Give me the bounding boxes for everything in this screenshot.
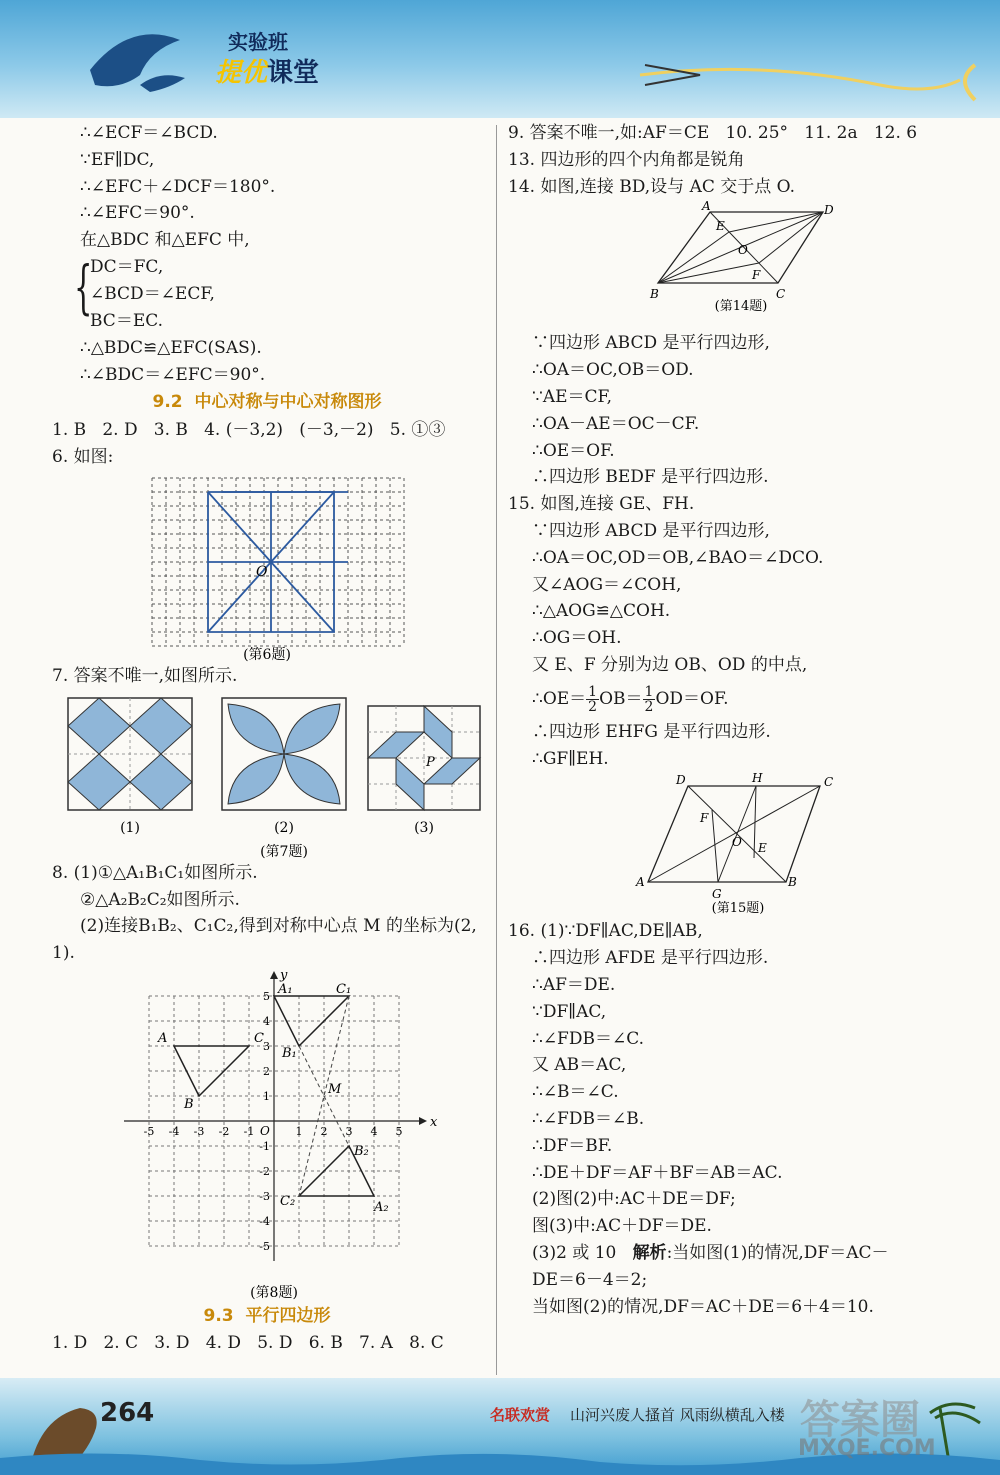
diagonal-ac [648,786,820,882]
y-tick-label: 1 [263,1089,270,1103]
figure-14-caption: (第14题) [714,299,768,315]
answer-line: 9. 答案不唯一,如:AF＝CE 10. 25° 11. 2a 12. 6 [508,123,918,143]
point-a-label: A [702,200,711,214]
section-number: 9.3 [203,1305,234,1326]
header-brand [215,52,319,89]
figure-6-caption: (第6题) [243,646,291,663]
answer-line: ∴GF∥EH. [532,748,609,769]
section-heading-9-2 [52,389,482,416]
answer-line: 6. 如图: [52,447,114,468]
header-brand-small: 实验班 [228,30,288,54]
section-number: 9.2 [152,391,183,412]
answer-line: 16. (1)∵DF∥AC,DE∥AB, [508,921,703,942]
point-d-label: D [676,773,686,788]
section-title: 中心对称与中心对称图形 [194,391,382,412]
y-axis-label: y [280,970,288,983]
segment-ed [729,212,823,232]
answer-line: 又 AB＝AC, [532,1055,627,1076]
figure-8 [52,971,482,1301]
segment-hg [718,786,756,882]
answer-line: 8. (1)①△A₁B₁C₁如图所示. [52,862,258,883]
answer-line: DC＝FC, [90,256,164,277]
brace-symbol: { [74,252,93,321]
answer-line: 又∠AOG＝∠COH, [532,574,682,595]
answer-line: 当如图(2)的情况,DF＝AC＋DE＝6＋4＝10. [532,1296,874,1317]
column-divider [496,125,497,1375]
figure-6-grid [152,478,404,646]
header-banner [0,0,1000,118]
header-decoration [0,0,1000,118]
answer-line: ∵AE＝CF, [532,386,613,407]
x-tick-label: 5 [395,1124,403,1138]
answer-line: 又 E、F 分别为边 OB、OD 的中点, [532,654,808,675]
answer-line: 7. 答案不唯一,如图所示. [52,665,238,686]
answer-text: (3)2 或 10 [532,1242,633,1263]
figure-7-1 [68,698,192,810]
equation-system [52,254,482,335]
header-brand-main: 课堂 [267,58,320,88]
answer-line: 14. 如图,连接 BD,设与 AC 交于点 O. [508,176,796,197]
point-c-label: C [254,1030,264,1046]
answer-line: ∴∠EFC＋∠DCF＝180°. [80,176,276,197]
answer-line: ∴OG＝OH. [532,628,622,649]
point-o-label: O [738,243,748,258]
answer-line: ∵DF∥AC, [532,1001,607,1022]
answer-line: ∴AF＝DE. [532,974,616,995]
fraction-numerator: 1 [644,683,654,700]
answer-line: 图(3)中:AC＋DF＝DE. [532,1216,712,1237]
figure-15 [508,772,978,918]
footer-brand: 名联欢赏 [490,1406,551,1424]
point-e-label: E [716,219,725,234]
point-d-label: D [824,203,834,218]
figure-6-label-o: O [256,563,268,580]
answer-line: (2)图(2)中:AC＋DE＝DF; [532,1189,736,1210]
point-c2-label: C₂ [280,1193,296,1209]
answer-line: ②△A₂B₂C₂如图所示. [80,889,240,910]
answer-text: OD＝OF. [655,688,729,709]
footer-slogan: 山河兴废人搔首 风雨纵横乱入楼 [570,1406,785,1424]
answer-line: ∴∠EFC＝90°. [80,203,195,224]
point-a2-label: A₂ [374,1199,389,1215]
watermark: 答案圈 [800,1397,920,1443]
answer-line: ∴∠FDB＝∠B. [532,1108,645,1129]
figure-7-caption-3: (3) [414,819,434,836]
point-c-label: C [824,775,834,790]
point-a-label: A [158,1030,168,1046]
answer-line: ∴OA＝OC,OD＝OB,∠BAO＝∠DCO. [532,547,824,568]
answer-text: OB＝ [599,688,643,709]
answer-line: ∴∠FDB＝∠C. [532,1028,645,1049]
point-m-label: M [328,1081,342,1097]
analysis-label: 解析 [632,1242,667,1263]
point-b-label: B [788,875,797,890]
answer-line: 1). [52,943,75,964]
x-axis-label: x [430,1114,438,1130]
figure-7-2 [222,698,346,810]
answer-line: ∵四边形 ABCD 是平行四边形, [532,333,770,354]
arrow-icon [645,65,700,85]
answer-line: ∴OA－AE＝OC－CF. [532,413,700,434]
x-tick-labels [144,1125,403,1138]
answer-line: BC＝EC. [90,310,164,331]
figure-7-label-p: P [426,754,435,770]
y-tick-label: -2 [259,1164,270,1178]
answer-text: ∴OE＝ [532,688,587,709]
answer-line: ∴∠B＝∠C. [532,1082,619,1103]
y-tick-label: 5 [263,989,270,1003]
answer-line: ∴四边形 EHFG 是平行四边形. [532,721,771,742]
point-h-label: H [752,772,763,786]
point-o-label: O [732,835,742,850]
answer-line: ∴△AOG≌△COH. [532,601,671,622]
point-b-label: B [650,287,659,302]
point-b-label: B [184,1096,194,1112]
section-heading-9-3 [52,1303,482,1330]
figure-7-3 [368,706,480,810]
segment-fd [759,212,823,263]
fraction-half [643,685,656,714]
dolphin-small-icon [140,75,185,92]
fraction-denominator: 2 [644,698,654,715]
x-tick-label: 2 [320,1124,328,1138]
point-c1-label: C₁ [336,981,352,997]
point-a-label: A [636,875,645,890]
right-column [508,120,978,1320]
header-brand-fancy: 提优 [215,58,268,88]
x-tick-label: -4 [168,1124,180,1138]
answer-line: DE＝6－4＝2; [532,1269,648,1290]
y-tick-label: 3 [263,1039,270,1053]
y-tick-label: -3 [259,1189,270,1203]
answer-line: ∴DF＝BF. [532,1135,613,1156]
point-g-label: G [712,887,722,902]
answer-line: ∴∠ECF＝∠BCD. [80,123,218,143]
figure-15-caption: (第15题) [711,901,765,917]
point-c-label: C [776,287,786,302]
answer-line: (2)连接B₁B₂、C₁C₂,得到对称中心点 M 的坐标为(2, [80,916,477,937]
y-tick-label: -4 [259,1214,270,1228]
figure-7-caption-2: (2) [274,819,294,836]
x-tick-label: -5 [143,1124,155,1138]
watermark-url: MXQE.COM [798,1436,936,1461]
segment-bf [658,263,759,283]
point-b2-label: B₂ [354,1143,369,1159]
answer-line: ∵EF∥DC, [80,149,155,170]
answer-line: ∠BCD＝∠ECF, [90,283,215,304]
figure-7 [52,690,482,860]
fraction-numerator: 1 [588,683,598,700]
figure-7-caption-1: (1) [120,819,140,836]
figure-7-caption: (第7题) [260,843,308,860]
answer-line: ∴DE＋DF＝AF＋BF＝AB＝AC. [532,1162,783,1183]
answer-line: ∴四边形 AFDE 是平行四边形. [532,948,769,969]
x-tick-label: 3 [345,1124,353,1138]
y-tick-label: 2 [263,1064,270,1078]
hook-icon [965,65,975,100]
answer-line: 1. B 2. D 3. B 4. (－3,2) (－3,－2) 5. ①③ [52,420,446,441]
page-number: 264 [100,1398,155,1428]
point-e-label: E [758,841,767,856]
y-tick-label: 4 [263,1014,270,1028]
section-title: 平行四边形 [245,1305,331,1326]
answer-line: ∴OE＝OF. [532,440,615,461]
proof-14 [508,330,978,491]
figure-8-caption: (第8题) [250,1284,298,1301]
point-b1-label: B₁ [282,1045,297,1061]
y-tick-label: -1 [259,1139,270,1153]
fraction-half [586,685,599,714]
answer-line: 在△BDC 和△EFC 中, [80,230,250,251]
point-a1-label: A₁ [278,981,293,997]
x-tick-label: -3 [193,1124,205,1138]
origin-label: O [260,1123,270,1138]
answer-line-fraction [508,679,978,719]
point-f-label: F [700,811,709,826]
answer-line: ∴∠BDC＝∠EFC＝90°. [80,364,266,385]
answer-line: 1. D 2. C 3. D 4. D 5. D 6. B 7. A 8. C [52,1332,444,1353]
answer-line: ∴四边形 BEDF 是平行四边形. [532,467,769,488]
answer-text: :当如图(1)的情况,DF＝AC－ [666,1242,889,1263]
figure-6 [52,473,482,663]
x-tick-label: 4 [370,1124,378,1138]
x-tick-label: -2 [218,1124,230,1138]
answer-line [508,1240,978,1267]
y-tick-label: -5 [259,1239,270,1253]
answer-line: 13. 四边形的四个内角都是锐角 [508,149,745,170]
x-tick-label: 1 [295,1124,303,1138]
answer-line: ∴OA＝OC,OB＝OD. [532,360,694,381]
x-tick-label: -1 [243,1124,255,1138]
left-column [52,120,482,1357]
answer-line: 15. 如图,连接 GE、FH. [508,494,695,515]
point-f-label: F [752,268,761,283]
figure-14 [508,200,978,322]
answer-line: ∴△BDC≌△EFC(SAS). [80,337,262,358]
answer-line: ∵四边形 ABCD 是平行四边形, [532,520,770,541]
fraction-denominator: 2 [588,698,598,715]
